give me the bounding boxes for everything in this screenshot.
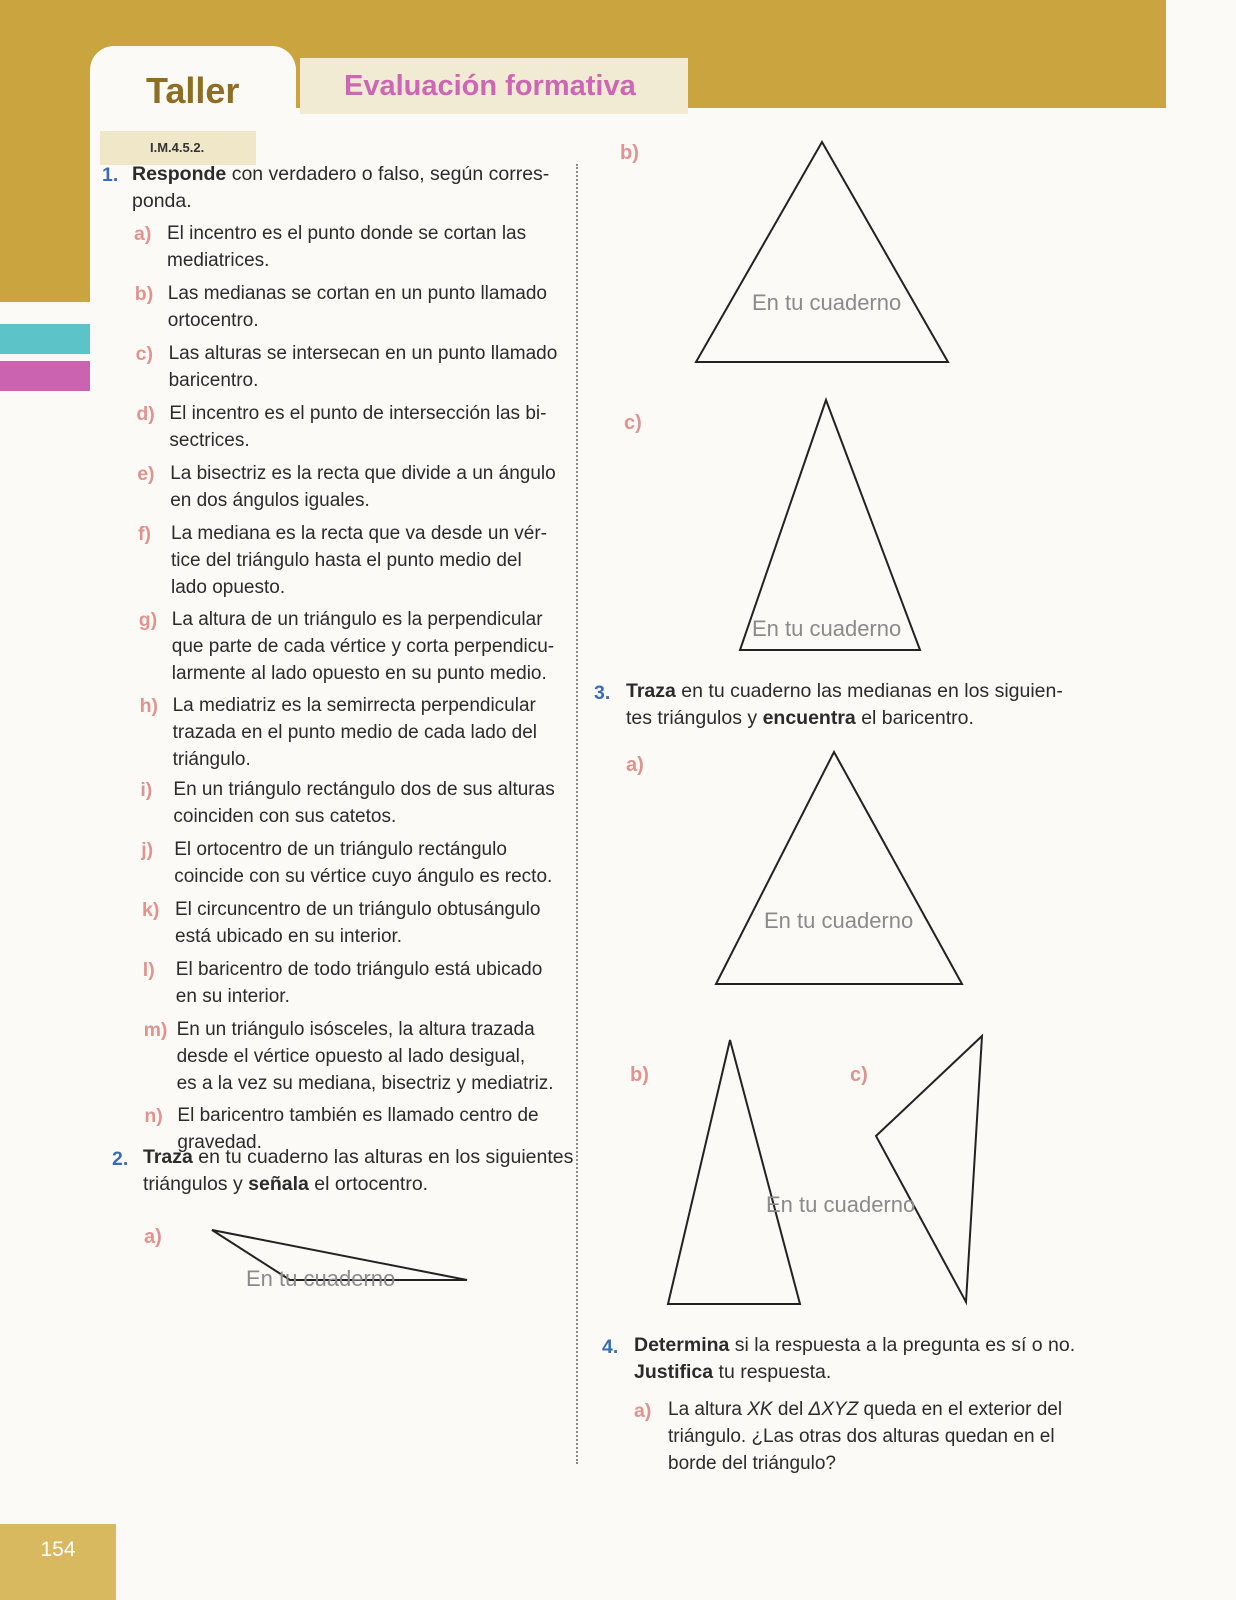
q1-item-text: mediatrices. [167, 250, 270, 271]
q1-item-letter: c) [135, 343, 153, 365]
q1-item-letter: m) [143, 1019, 168, 1041]
q2-text2a: triángulos y [143, 1173, 249, 1195]
q3a-triangle [716, 752, 962, 984]
q4-item-line3: borde del triángulo? [668, 1453, 836, 1474]
q3a-placeholder: En tu cuaderno [764, 908, 914, 933]
q1-item-text: que parte de cada vértice y corta perpendicu- [171, 636, 555, 657]
q1-item-text: en su interior. [175, 986, 290, 1007]
q3-number: 3. [594, 682, 611, 704]
q4-bold-justifica: Justifica [634, 1361, 714, 1383]
q3-text2b: el baricentro. [855, 707, 974, 729]
q4-text1: si la respuesta a la pregunta es sí o no. [729, 1334, 1076, 1356]
q1-item-text: La mediana es la recta que va desde un vér- [171, 523, 548, 544]
q4-bold-determina: Determina [634, 1334, 730, 1356]
q1-item-text: coinciden con sus catetos. [173, 806, 397, 827]
q1-instruction-line2: ponda. [132, 190, 192, 212]
q1-item-text: En un triángulo rectángulo dos de sus alturas [173, 779, 555, 800]
q1-item-letter: j) [141, 839, 154, 861]
q3c-triangle [876, 1036, 982, 1302]
q1-item-text: tice del triángulo hasta el punto medio del [171, 550, 522, 571]
q1-item-letter: d) [136, 403, 155, 425]
q4-item-line1b: del [772, 1399, 809, 1420]
q1-item-text: lado opuesto. [171, 577, 286, 598]
section-title: Evaluación formativa [344, 70, 636, 102]
q1-item-text: El incentro es el punto de intersección las bi- [169, 403, 547, 424]
q1-item-text: es a la vez su mediana, bisectriz y mediatriz. [176, 1073, 554, 1094]
q2-bold-traza: Traza [143, 1146, 193, 1168]
q1-item-text: está ubicado en su interior. [175, 926, 403, 947]
q1-item-text: coincide con su vértice cuyo ángulo es recto. [174, 866, 553, 887]
q3-instruction-line2 [626, 705, 974, 732]
q1-instruction-bold: Responde [132, 163, 227, 185]
q1-item-letter: k) [142, 899, 160, 921]
q1-item-text: El ortocentro de un triángulo rectángulo [174, 839, 507, 860]
q1-item-text: triángulo. [172, 749, 251, 770]
q2-number: 2. [112, 1148, 129, 1170]
q1-item-letter: g) [138, 609, 158, 631]
indicator-code: I.M.4.5.2. [150, 140, 205, 155]
q1-item-text: El baricentro de todo triángulo está ubicado [175, 959, 543, 980]
q4-number: 4. [602, 1336, 619, 1358]
q1-item-text: El incentro es el punto donde se cortan las [167, 223, 527, 244]
q2-text2b: el ortocentro. [308, 1173, 429, 1195]
q4-item-line1 [668, 1396, 1062, 1423]
q1-item-text: ortocentro. [167, 310, 259, 331]
q3bc-placeholder: En tu cuaderno [766, 1192, 916, 1217]
q1-item-text: Las alturas se intersecan en un punto llamado [168, 343, 558, 364]
q4-item-xyz: ΔXYZ [808, 1399, 859, 1420]
q3-label-c: c) [850, 1064, 868, 1086]
q4-item-xk: XK [747, 1399, 773, 1420]
q2c-placeholder: En tu cuaderno [752, 616, 902, 641]
q2-text1: en tu cuaderno las alturas en los siguientes [192, 1146, 574, 1168]
q1-number: 1. [102, 164, 119, 186]
q1-item-text: larmente al lado opuesto en su punto medio. [171, 663, 547, 684]
q1-item-text: baricentro. [168, 370, 259, 391]
q1-item-text: La altura de un triángulo es la perpendicular [171, 609, 543, 630]
q4-text2: tu respuesta. [713, 1361, 832, 1383]
q1-item-text: gravedad. [177, 1132, 262, 1153]
q2-label-b: b) [620, 142, 639, 164]
q2-label-a: a) [144, 1226, 162, 1248]
q3-bold-encuentra: encuentra [762, 707, 856, 729]
q1-item-text: sectrices. [169, 430, 250, 451]
taller-title: Taller [146, 70, 240, 111]
q2b-placeholder: En tu cuaderno [752, 290, 902, 315]
q3-label-b: b) [630, 1064, 649, 1086]
q1-item-letter: n) [144, 1105, 163, 1127]
q1-item-text: En un triángulo isósceles, la altura trazada [176, 1019, 535, 1040]
q1-item-letter: b) [134, 283, 154, 305]
q1-item-letter: e) [137, 463, 155, 485]
q1-instruction-rest: con verdadero o falso, según corres- [231, 163, 550, 185]
q4-item-line1a: La altura [668, 1399, 748, 1420]
q4-item-letter: a) [634, 1400, 652, 1422]
q1-item-text: El circuncentro de un triángulo obtusángulo [175, 899, 541, 920]
q2-label-c: c) [624, 412, 642, 434]
q3-text2a: tes triángulos y [626, 707, 763, 729]
q1-item-text: desde el vértice opuesto al lado desigual, [176, 1046, 526, 1067]
q1-item-text: La bisectriz es la recta que divide a un ángulo [170, 463, 556, 484]
page-number: 154 [0, 1524, 116, 1600]
q3-text1: en tu cuaderno las medianas en los siguien- [675, 680, 1063, 702]
q1-item-letter: h) [139, 695, 158, 717]
q2-bold-senala: señala [248, 1173, 309, 1195]
q2c-triangle [740, 400, 920, 650]
q2b-triangle [696, 142, 948, 362]
q1-item-letter: i) [140, 779, 153, 801]
q1-item-text: trazada en el punto medio de cada lado del [172, 722, 538, 743]
q3-instruction-line1 [626, 678, 1063, 705]
q4-instruction-line2 [634, 1359, 831, 1386]
q1-item-text: en dos ángulos iguales. [170, 490, 370, 511]
q1-item-letter: a) [134, 223, 152, 245]
q1-item-letter: f) [138, 523, 151, 545]
q1-item-text: La mediatriz es la semirrecta perpendicular [172, 695, 536, 716]
q4-item-line1c: queda en el exterior del [858, 1399, 1063, 1420]
q4-instruction-line1 [634, 1332, 1075, 1359]
q2a-placeholder: En tu cuaderno [246, 1266, 396, 1291]
q4-item-line2: triángulo. ¿Las otras dos alturas quedan en el [668, 1426, 1055, 1447]
q3b-triangle [668, 1040, 800, 1304]
q3-bold-traza: Traza [626, 680, 676, 702]
q1-item-text: El baricentro también es llamado centro de [177, 1105, 539, 1126]
q3-label-a: a) [626, 754, 644, 776]
q1-item-text: Las medianas se cortan en un punto llamado [167, 283, 547, 304]
q1-item-letter: l) [142, 959, 155, 981]
